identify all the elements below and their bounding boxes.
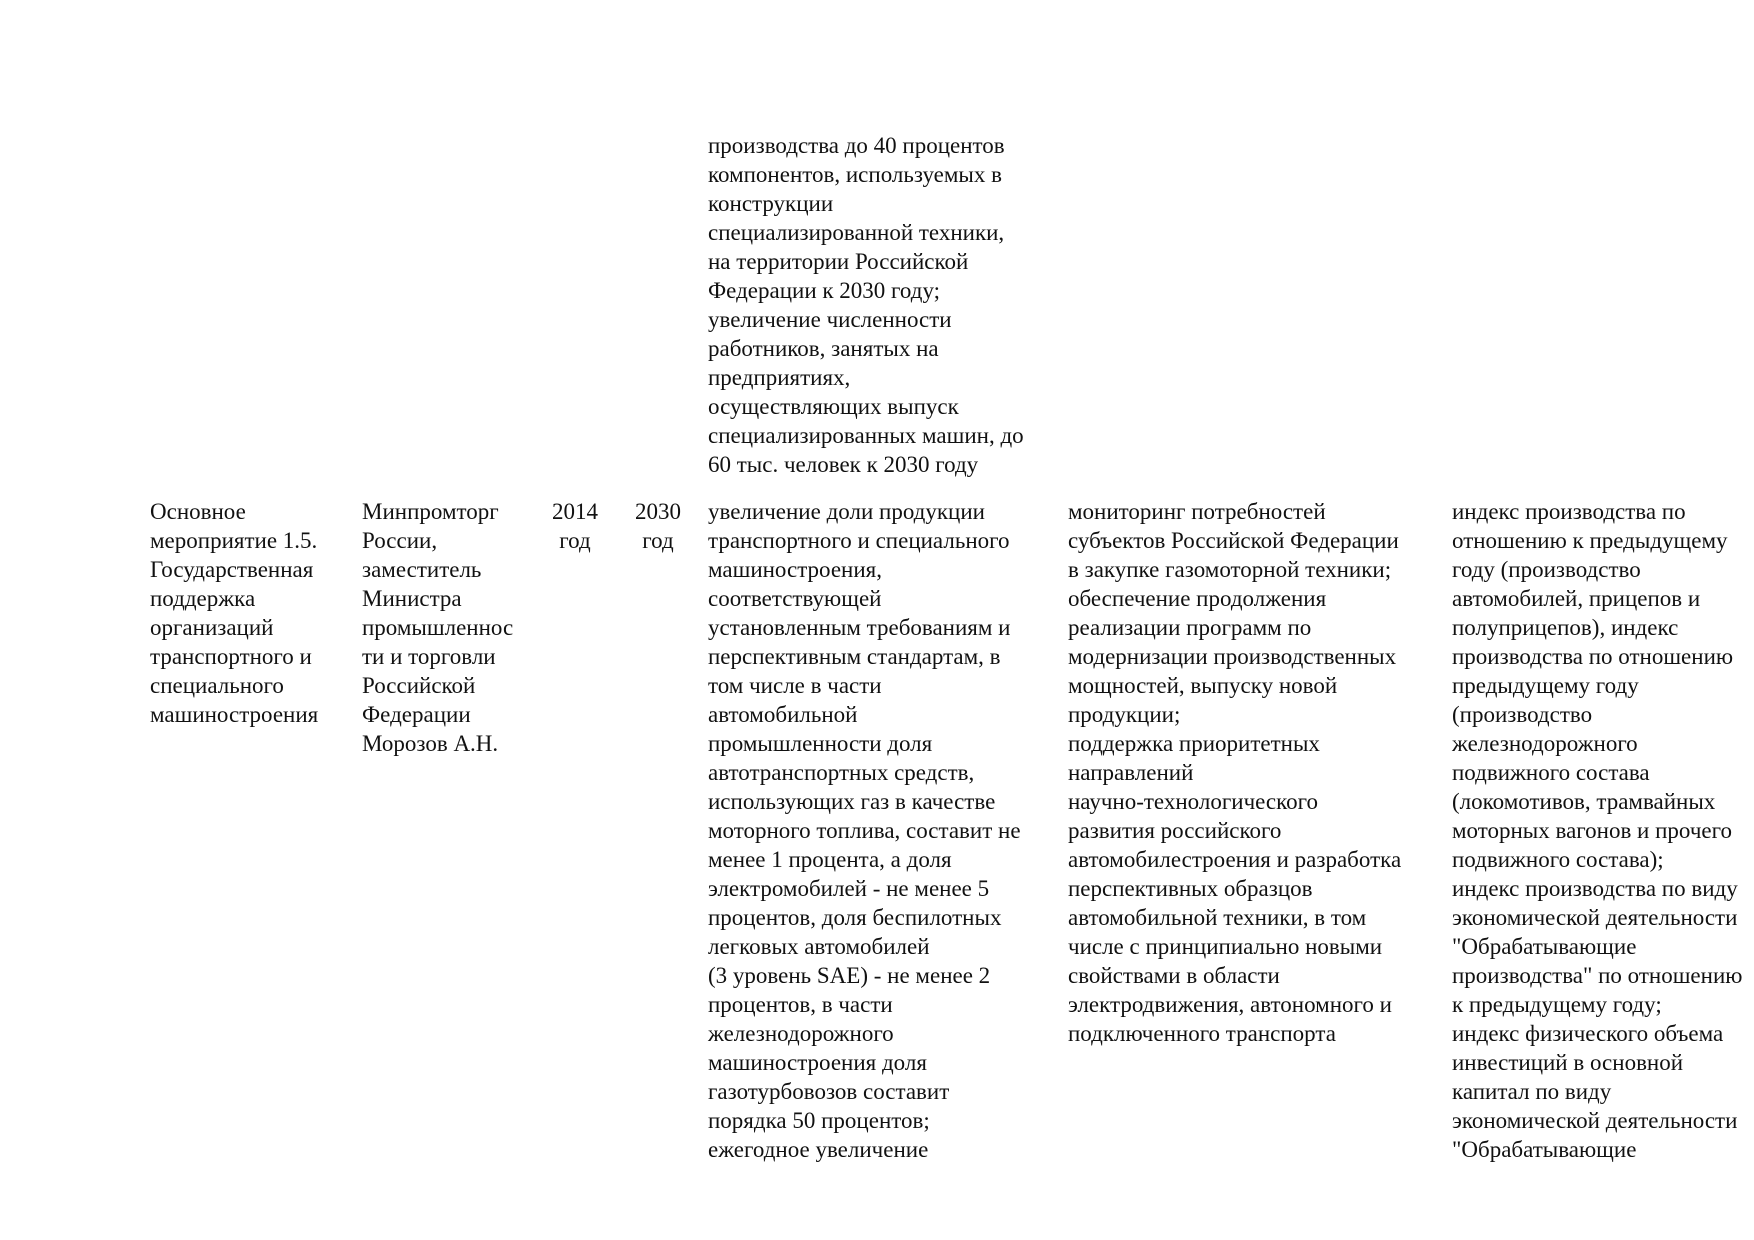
start-year-cell: 2014 год (552, 499, 598, 553)
continuation-expected-result-text: производства до 40 процентов компонентов, используемых в конструкции специализированной техники, на территории Российской Федерации к 2030 году; увеличение численности работников, занятых на предприятиях, осуществляющих выпуск специализированных машин, до 60 тыс. человек к 2030 году (708, 133, 1024, 477)
expected-result-cell: увеличение доли продукции транспортного и специального машиностроения, соответствующей установленным требованиям и перспективным стандартам, в том числе в части автомобильной промышленности доля автотранспортных средств, использующих газ в качестве моторного топлива, составит не менее 1 процента, а доля электромобилей - не менее 5 процентов, доля беспилотных легковых автомобилей (3 уровень SAE) - не менее 2 процентов, в части железнодорожного машиностроения доля газотурбовозов составит порядка 50 процентов; ежегодное увеличение (708, 499, 1021, 1162)
event-name-cell: Основное мероприятие 1.5. Государственная поддержка организаций транспортного и специального машиностроения (150, 499, 319, 727)
responsible-executor-cell: Минпромторг России, заместитель Министра промышленнос ти и торговли Российской Федерации Морозов А.Н. (362, 499, 514, 756)
indicators-cell: индекс производства по отношению к предыдущему году (производство автомобилей, прицепов и полуприцепов), индекс производства по отношению предыдущему году (производство железнодорожного подвижного состава (локомотивов, трамвайных моторных вагонов и прочего подвижного состава); индекс производства по виду экономической деятельности "Обрабатывающие производства" по отношению к предыдущему году; индекс физического объема инвестиций в основной капитал по виду экономической деятельности "Обрабатывающие (1452, 499, 1743, 1162)
main-actions-cell: мониторинг потребностей субъектов Российской Федерации в закупке газомоторной техники; обеспечение продолжения реализации программ по модернизации производственных мощностей, выпуску новой продукции; поддержка приоритетных направлений научно-технологического развития российского автомобилестроения и разработка перспективных образцов автомобильной техники, в том числе с принципиально новыми свойствами в области электродвижения, автономного и подключенного транспорта (1068, 499, 1402, 1046)
end-year-cell: 2030 год (635, 499, 681, 553)
